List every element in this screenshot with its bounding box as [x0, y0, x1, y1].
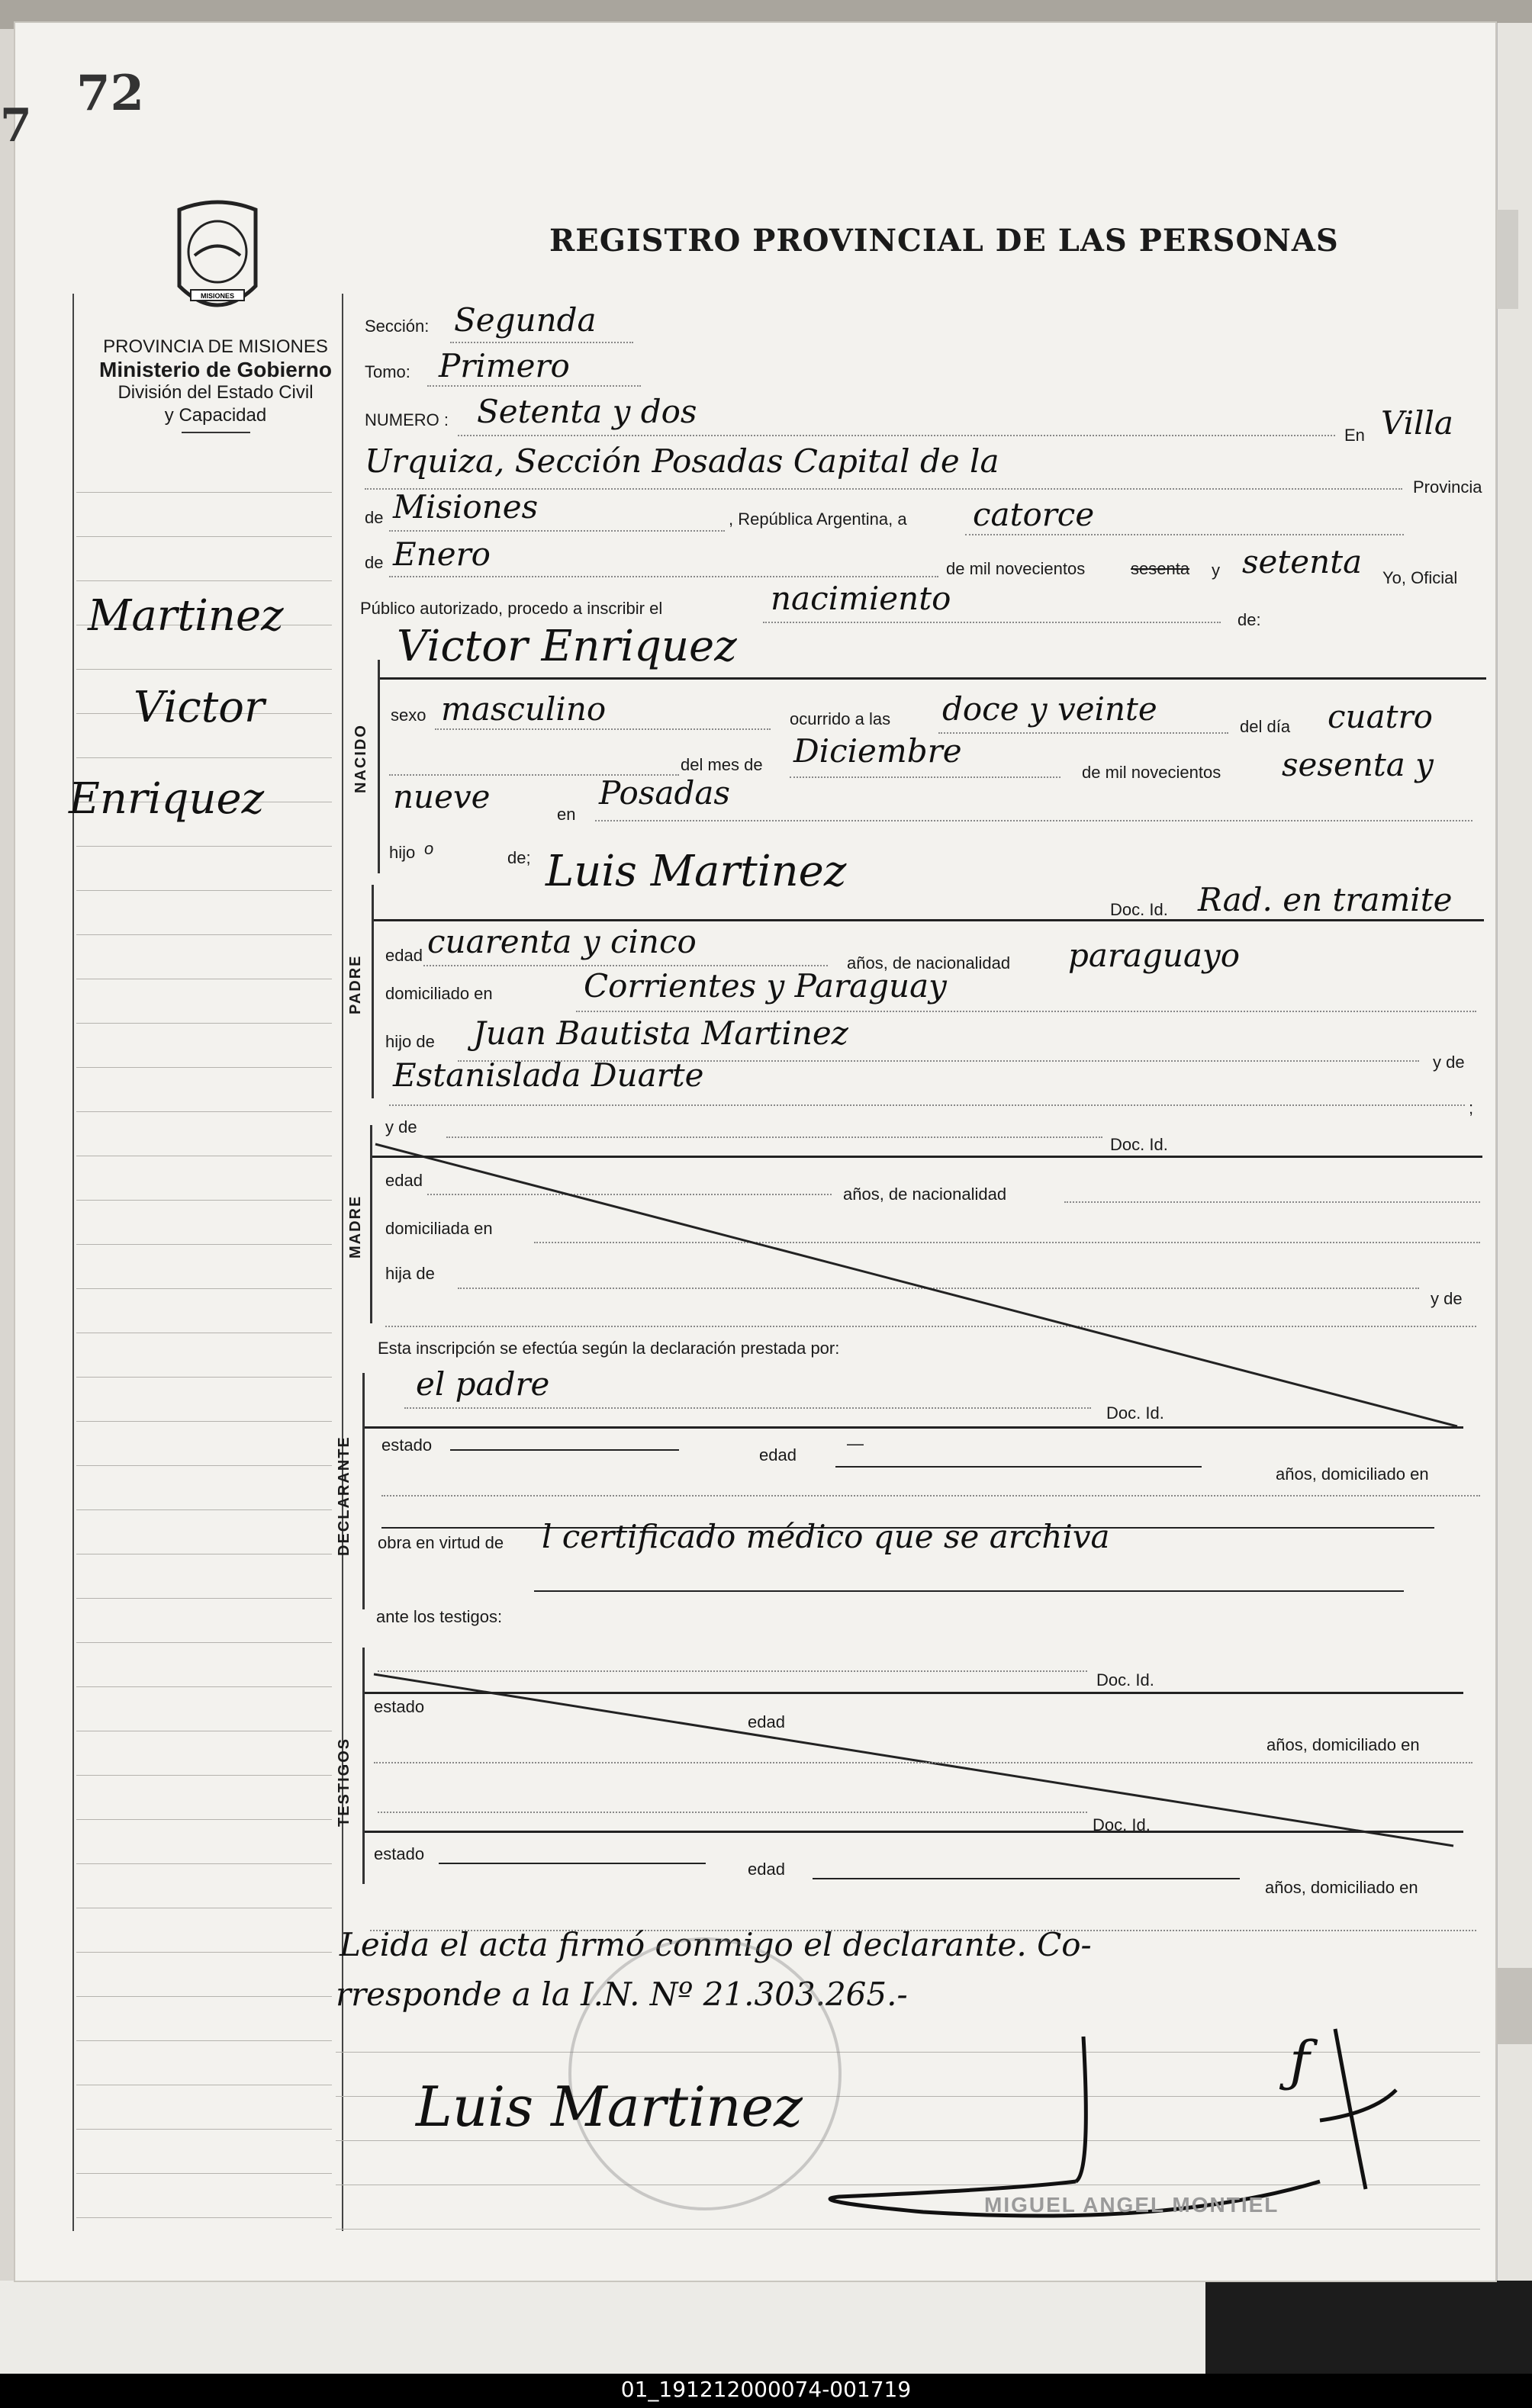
- solid-line: [365, 1692, 1463, 1694]
- testigo1-doc-label: Doc. Id.: [1096, 1670, 1154, 1689]
- stamp-name: MIGUEL ANGEL MONTIEL: [984, 2193, 1279, 2217]
- dash-line: [450, 1449, 679, 1451]
- oficial-signature: ƒ: [1289, 2029, 1310, 2093]
- page-number: 72: [76, 65, 145, 122]
- republica-label: , República Argentina, a: [729, 510, 907, 529]
- padre-dom-value: Corrientes y Paraguay: [584, 967, 947, 1005]
- tomo-value: Primero: [439, 347, 570, 384]
- publico-label: Público autorizado, procedo a inscribir el: [360, 599, 663, 618]
- declarante-signature: Luis Martinez: [416, 2075, 803, 2139]
- division-label-2: y Capacidad: [164, 405, 267, 426]
- en-label: En: [1344, 426, 1365, 445]
- sesenta-struck-label: sesenta: [1131, 559, 1190, 578]
- obra-label: obra en virtud de: [378, 1533, 504, 1552]
- edad-dash-value: —: [847, 1434, 864, 1453]
- ante-label: ante los testigos:: [376, 1607, 503, 1626]
- de-mil-label: de mil novecientos: [946, 559, 1086, 578]
- cancel-strike: [374, 1674, 1453, 1846]
- province-label: PROVINCIA DE MISIONES: [103, 336, 328, 357]
- seal-text: MISIONES: [200, 292, 235, 300]
- del-mes-label: del mes de: [681, 755, 763, 774]
- y-de-label: y de: [1431, 1289, 1463, 1308]
- margin-surname: Martinez: [88, 591, 284, 641]
- declarante-section-label: [336, 1522, 353, 1556]
- domiciliada-label: domiciliada en: [385, 1219, 493, 1238]
- provincia-label: Provincia: [1413, 477, 1482, 497]
- file-id: 01_191212000074-001719: [620, 2377, 912, 2402]
- dash-line: [813, 1878, 1240, 1879]
- padre-section-label: PADRE: [347, 954, 364, 1014]
- solid-line: [365, 1831, 1463, 1833]
- hijo-de-label: hijo de: [385, 1032, 435, 1051]
- sexo-value: masculino: [441, 690, 607, 728]
- testigos-section-label: [336, 1793, 353, 1827]
- padre-hijo-de-value: Juan Bautista Martinez: [473, 1014, 848, 1052]
- dash-line: [439, 1863, 706, 1864]
- padre-edad-value: cuarenta y cinco: [427, 923, 697, 960]
- dotted-line: [378, 1812, 1087, 1813]
- testigo2-doc-label: Doc. Id.: [1093, 1815, 1151, 1834]
- estado-label: estado: [374, 1844, 425, 1863]
- page-title: REGISTRO PROVINCIAL DE LAS PERSONAS: [549, 223, 1339, 259]
- padre-doc-label: Doc. Id.: [1110, 900, 1168, 919]
- madre-doc-label: Doc. Id.: [1110, 1135, 1168, 1154]
- estado-label: estado: [381, 1435, 433, 1455]
- provincia-value: Misiones: [393, 488, 539, 526]
- edad-label: edad: [385, 946, 423, 965]
- obra-value: l certificado médico que se archiva: [542, 1518, 1110, 1555]
- lugar-nac-value: Posadas: [599, 774, 730, 812]
- numero-label: NUMERO :: [365, 410, 449, 429]
- domiciliado-label: domiciliado en: [385, 984, 493, 1003]
- sexo-label: sexo: [391, 706, 426, 725]
- dia-nac-value: cuatro: [1328, 698, 1433, 735]
- padre-nac-value: paraguayo: [1068, 937, 1241, 974]
- hijo-suffix-value: o: [424, 839, 434, 858]
- edad-label: edad: [759, 1445, 797, 1464]
- declaracion-label: Esta inscripción se efectúa según la declaración prestada por:: [378, 1339, 840, 1358]
- padre-doc-value: Rad. en tramite: [1198, 881, 1453, 918]
- dotted-line: [381, 1495, 1480, 1497]
- de-label: de: [365, 553, 384, 572]
- de-label: de: [365, 508, 384, 527]
- division-label-1: División del Estado Civil: [117, 382, 314, 403]
- y-de-label: y de: [385, 1117, 417, 1136]
- mes-nac-value: Diciembre: [793, 732, 962, 770]
- anos-nac-label: años, de nacionalidad: [843, 1185, 1007, 1204]
- dotted-line: [378, 1670, 1087, 1672]
- numero-value: Setenta y dos: [477, 393, 697, 430]
- declarante-doc-label: Doc. Id.: [1106, 1403, 1164, 1423]
- de-semi-label: de;: [507, 848, 531, 867]
- anio-value: setenta: [1242, 543, 1363, 580]
- seccion-label: Sección:: [365, 317, 430, 336]
- margin-firstname: Victor: [134, 683, 265, 732]
- dash-line: [835, 1466, 1202, 1468]
- y-de-label: y de: [1433, 1053, 1465, 1072]
- padre-nombre-value: Luis Martinez: [546, 847, 847, 896]
- de-colon-label: de:: [1238, 610, 1261, 629]
- seccion-value: Segunda: [454, 301, 597, 339]
- del-dia-label: del día: [1240, 717, 1291, 736]
- en-label: en: [557, 805, 576, 824]
- anos-dom-label: años, domiciliado en: [1266, 1735, 1420, 1754]
- closing-note-line1: Leida el acta firmó conmigo el declarante. Co-: [340, 1926, 1092, 1963]
- yo-oficial-label: Yo, Oficial: [1382, 568, 1458, 587]
- anos-dom-label: años, domiciliado en: [1265, 1878, 1418, 1897]
- anos-dom-label: años, domiciliado en: [1276, 1464, 1429, 1484]
- estado-label: estado: [374, 1697, 425, 1716]
- closing-note-line2: rresponde a la I.N. Nº 21.303.265.-: [336, 1976, 908, 2013]
- semicolon-label: ;: [1469, 1098, 1474, 1117]
- place-line-value: Urquiza, Sección Posadas Capital de la: [365, 442, 999, 480]
- tomo-label: Tomo:: [365, 362, 410, 381]
- hora-value: doce y veinte: [942, 690, 1157, 728]
- dotted-line: [404, 1407, 1091, 1409]
- en-value: Villa: [1381, 404, 1453, 442]
- edad-label: edad: [748, 1712, 785, 1731]
- dotted-line: [374, 1762, 1472, 1763]
- edad-label: edad: [748, 1860, 785, 1879]
- y-mark: y: [1212, 561, 1220, 580]
- ocurrido-label: ocurrido a las: [790, 709, 891, 728]
- anio-nac2-value: nueve: [393, 778, 491, 815]
- declarante-value: el padre: [416, 1365, 550, 1403]
- dash-line: [534, 1590, 1404, 1592]
- solid-line: [365, 1426, 1463, 1429]
- edge-mark: 7: [0, 99, 32, 153]
- hija-de-label: hija de: [385, 1264, 435, 1283]
- de-mil-nov-label: de mil novecientos: [1082, 763, 1221, 782]
- anio-nac-value: sesenta y: [1282, 746, 1434, 783]
- nombre-value: Victor Enriquez: [397, 622, 737, 671]
- section-bar: [362, 1648, 365, 1884]
- section-bar: [362, 1373, 365, 1609]
- mes-value: Enero: [393, 535, 491, 573]
- dia-value: catorce: [973, 496, 1095, 533]
- madre-section-label: MADRE: [347, 1194, 364, 1259]
- padre-madre-value: Estanislada Duarte: [393, 1056, 704, 1094]
- anos-nac-label: años, de nacionalidad: [847, 953, 1011, 973]
- edad-label: edad: [385, 1171, 423, 1190]
- acto-value: nacimiento: [771, 580, 951, 617]
- hijo-label: hijo: [389, 843, 416, 862]
- ministry-label: Ministerio de Gobierno: [99, 358, 332, 381]
- margin-middlename: Enriquez: [69, 774, 265, 824]
